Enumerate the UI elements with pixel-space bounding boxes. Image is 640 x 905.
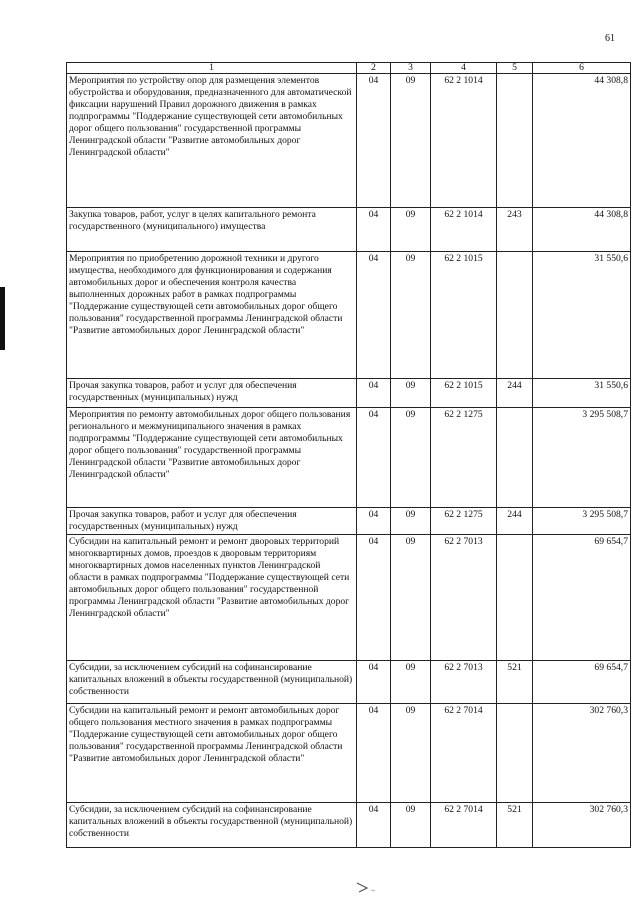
- table-row: [67, 535, 631, 661]
- column-header: 4: [431, 63, 497, 74]
- row-amount: 69 654,7: [533, 661, 631, 704]
- row-description: Мероприятия по устройству опор для размещения элементов обустройства и оборудования, предназначенного для автоматической фиксации нарушений Правил дорожного движения в рамках подпрограммы "Поддержание существующей сети автомобильных дорог общего пользования" государственной программы Ленинградской области "Развитие автомобильных дорог Ленинградской области": [67, 74, 357, 208]
- column-header: 3: [391, 63, 431, 74]
- row-target-code: 62 2 1015: [431, 379, 497, 408]
- table-row: [67, 661, 631, 704]
- row-description: Субсидии на капитальный ремонт и ремонт дворовых территорий многоквартирных домов, проездов к дворовым территориям многоквартирных домов населенных пунктов Ленинградской области в рамках подпрограммы "Поддержание существующей сети автомобильных дорог общего пользования" государственной программы Ленинградской области "Развитие автомобильных дорог Ленинградской области": [67, 535, 357, 661]
- row-target-code: 62 2 7013: [431, 535, 497, 661]
- row-expense-type: [497, 252, 533, 379]
- row-subsection: 09: [391, 252, 431, 379]
- row-target-code: 62 2 1015: [431, 252, 497, 379]
- row-target-code: 62 2 7013: [431, 661, 497, 704]
- row-subsection: 09: [391, 803, 431, 848]
- row-expense-type: 244: [497, 508, 533, 535]
- row-description: Мероприятия по приобретению дорожной техники и другого имущества, необходимого для функционирования и содержания автомобильных дорог и обеспечения контроля качества выполненных дорожных работ в рамках подпрограммы "Поддержание существующей сети автомобильных дорог общего пользования" государственной программы Ленинградской области "Развитие автомобильных дорог Ленинградской области": [67, 252, 357, 379]
- row-amount: 302 760,3: [533, 803, 631, 848]
- row-section: 04: [357, 535, 391, 661]
- row-section: 04: [357, 408, 391, 508]
- row-amount: 3 295 508,7: [533, 408, 631, 508]
- row-expense-type: 521: [497, 661, 533, 704]
- handwritten-mark: [355, 880, 379, 897]
- row-expense-type: [497, 74, 533, 208]
- row-description: Прочая закупка товаров, работ и услуг для обеспечения государственных (муниципальных) нужд: [67, 508, 357, 535]
- table-row: [67, 208, 631, 252]
- row-target-code: 62 2 1275: [431, 408, 497, 508]
- scribble-icon: [355, 880, 379, 894]
- column-header: 6: [533, 63, 631, 74]
- row-expense-type: 521: [497, 803, 533, 848]
- row-section: 04: [357, 803, 391, 848]
- table-header-row: [67, 63, 631, 74]
- table-row: [67, 74, 631, 208]
- table-row: [67, 408, 631, 508]
- table-row: [67, 252, 631, 379]
- row-target-code: 62 2 1014: [431, 208, 497, 252]
- row-target-code: 62 2 1014: [431, 74, 497, 208]
- row-section: 04: [357, 508, 391, 535]
- row-description: Субсидии, за исключением субсидий на софинансирование капитальных вложений в объекты государственной (муниципальной) собственности: [67, 803, 357, 848]
- page-number: 61: [605, 33, 615, 44]
- row-amount: 69 654,7: [533, 535, 631, 661]
- column-header: 1: [67, 63, 357, 74]
- row-section: 04: [357, 252, 391, 379]
- row-amount: 31 550,6: [533, 252, 631, 379]
- row-description: Прочая закупка товаров, работ и услуг для обеспечения государственных (муниципальных) нужд: [67, 379, 357, 408]
- table-row: [67, 803, 631, 848]
- row-description: Субсидии на капитальный ремонт и ремонт автомобильных дорог общего пользования местного значения в рамках подпрограммы "Поддержание существующей сети автомобильных дорог общего пользования" государственной программы Ленинградской области "Развитие автомобильных дорог Ленинградской области": [67, 704, 357, 803]
- row-subsection: 09: [391, 535, 431, 661]
- row-amount: 3 295 508,7: [533, 508, 631, 535]
- row-description: Закупка товаров, работ, услуг в целях капитального ремонта государственного (муниципального) имущества: [67, 208, 357, 252]
- column-header: 2: [357, 63, 391, 74]
- row-expense-type: [497, 535, 533, 661]
- scan-edge-mark: [0, 287, 5, 350]
- row-expense-type: 244: [497, 379, 533, 408]
- row-amount: 31 550,6: [533, 379, 631, 408]
- row-target-code: 62 2 7014: [431, 803, 497, 848]
- row-section: 04: [357, 379, 391, 408]
- row-subsection: 09: [391, 208, 431, 252]
- row-section: 04: [357, 661, 391, 704]
- row-target-code: 62 2 1275: [431, 508, 497, 535]
- table-row: [67, 379, 631, 408]
- row-subsection: 09: [391, 508, 431, 535]
- row-target-code: 62 2 7014: [431, 704, 497, 803]
- column-header: 5: [497, 63, 533, 74]
- row-expense-type: 243: [497, 208, 533, 252]
- row-description: Субсидии, за исключением субсидий на софинансирование капитальных вложений в объекты государственной (муниципальной) собственности: [67, 661, 357, 704]
- row-amount: 44 308,8: [533, 74, 631, 208]
- row-subsection: 09: [391, 661, 431, 704]
- row-subsection: 09: [391, 74, 431, 208]
- table-row: [67, 704, 631, 803]
- row-amount: 302 760,3: [533, 704, 631, 803]
- row-section: 04: [357, 208, 391, 252]
- row-description: Мероприятия по ремонту автомобильных дорог общего пользования регионального и межмуниципального значения в рамках подпрограммы "Поддержание существующей сети автомобильных дорог общего пользования" государственной программы Ленинградской области "Развитие автомобильных дорог Ленинградской области": [67, 408, 357, 508]
- row-subsection: 09: [391, 408, 431, 508]
- row-expense-type: [497, 704, 533, 803]
- row-amount: 44 308,8: [533, 208, 631, 252]
- row-section: 04: [357, 704, 391, 803]
- table-row: [67, 508, 631, 535]
- row-subsection: 09: [391, 379, 431, 408]
- row-expense-type: [497, 408, 533, 508]
- budget-table: [66, 62, 631, 848]
- row-subsection: 09: [391, 704, 431, 803]
- row-section: 04: [357, 74, 391, 208]
